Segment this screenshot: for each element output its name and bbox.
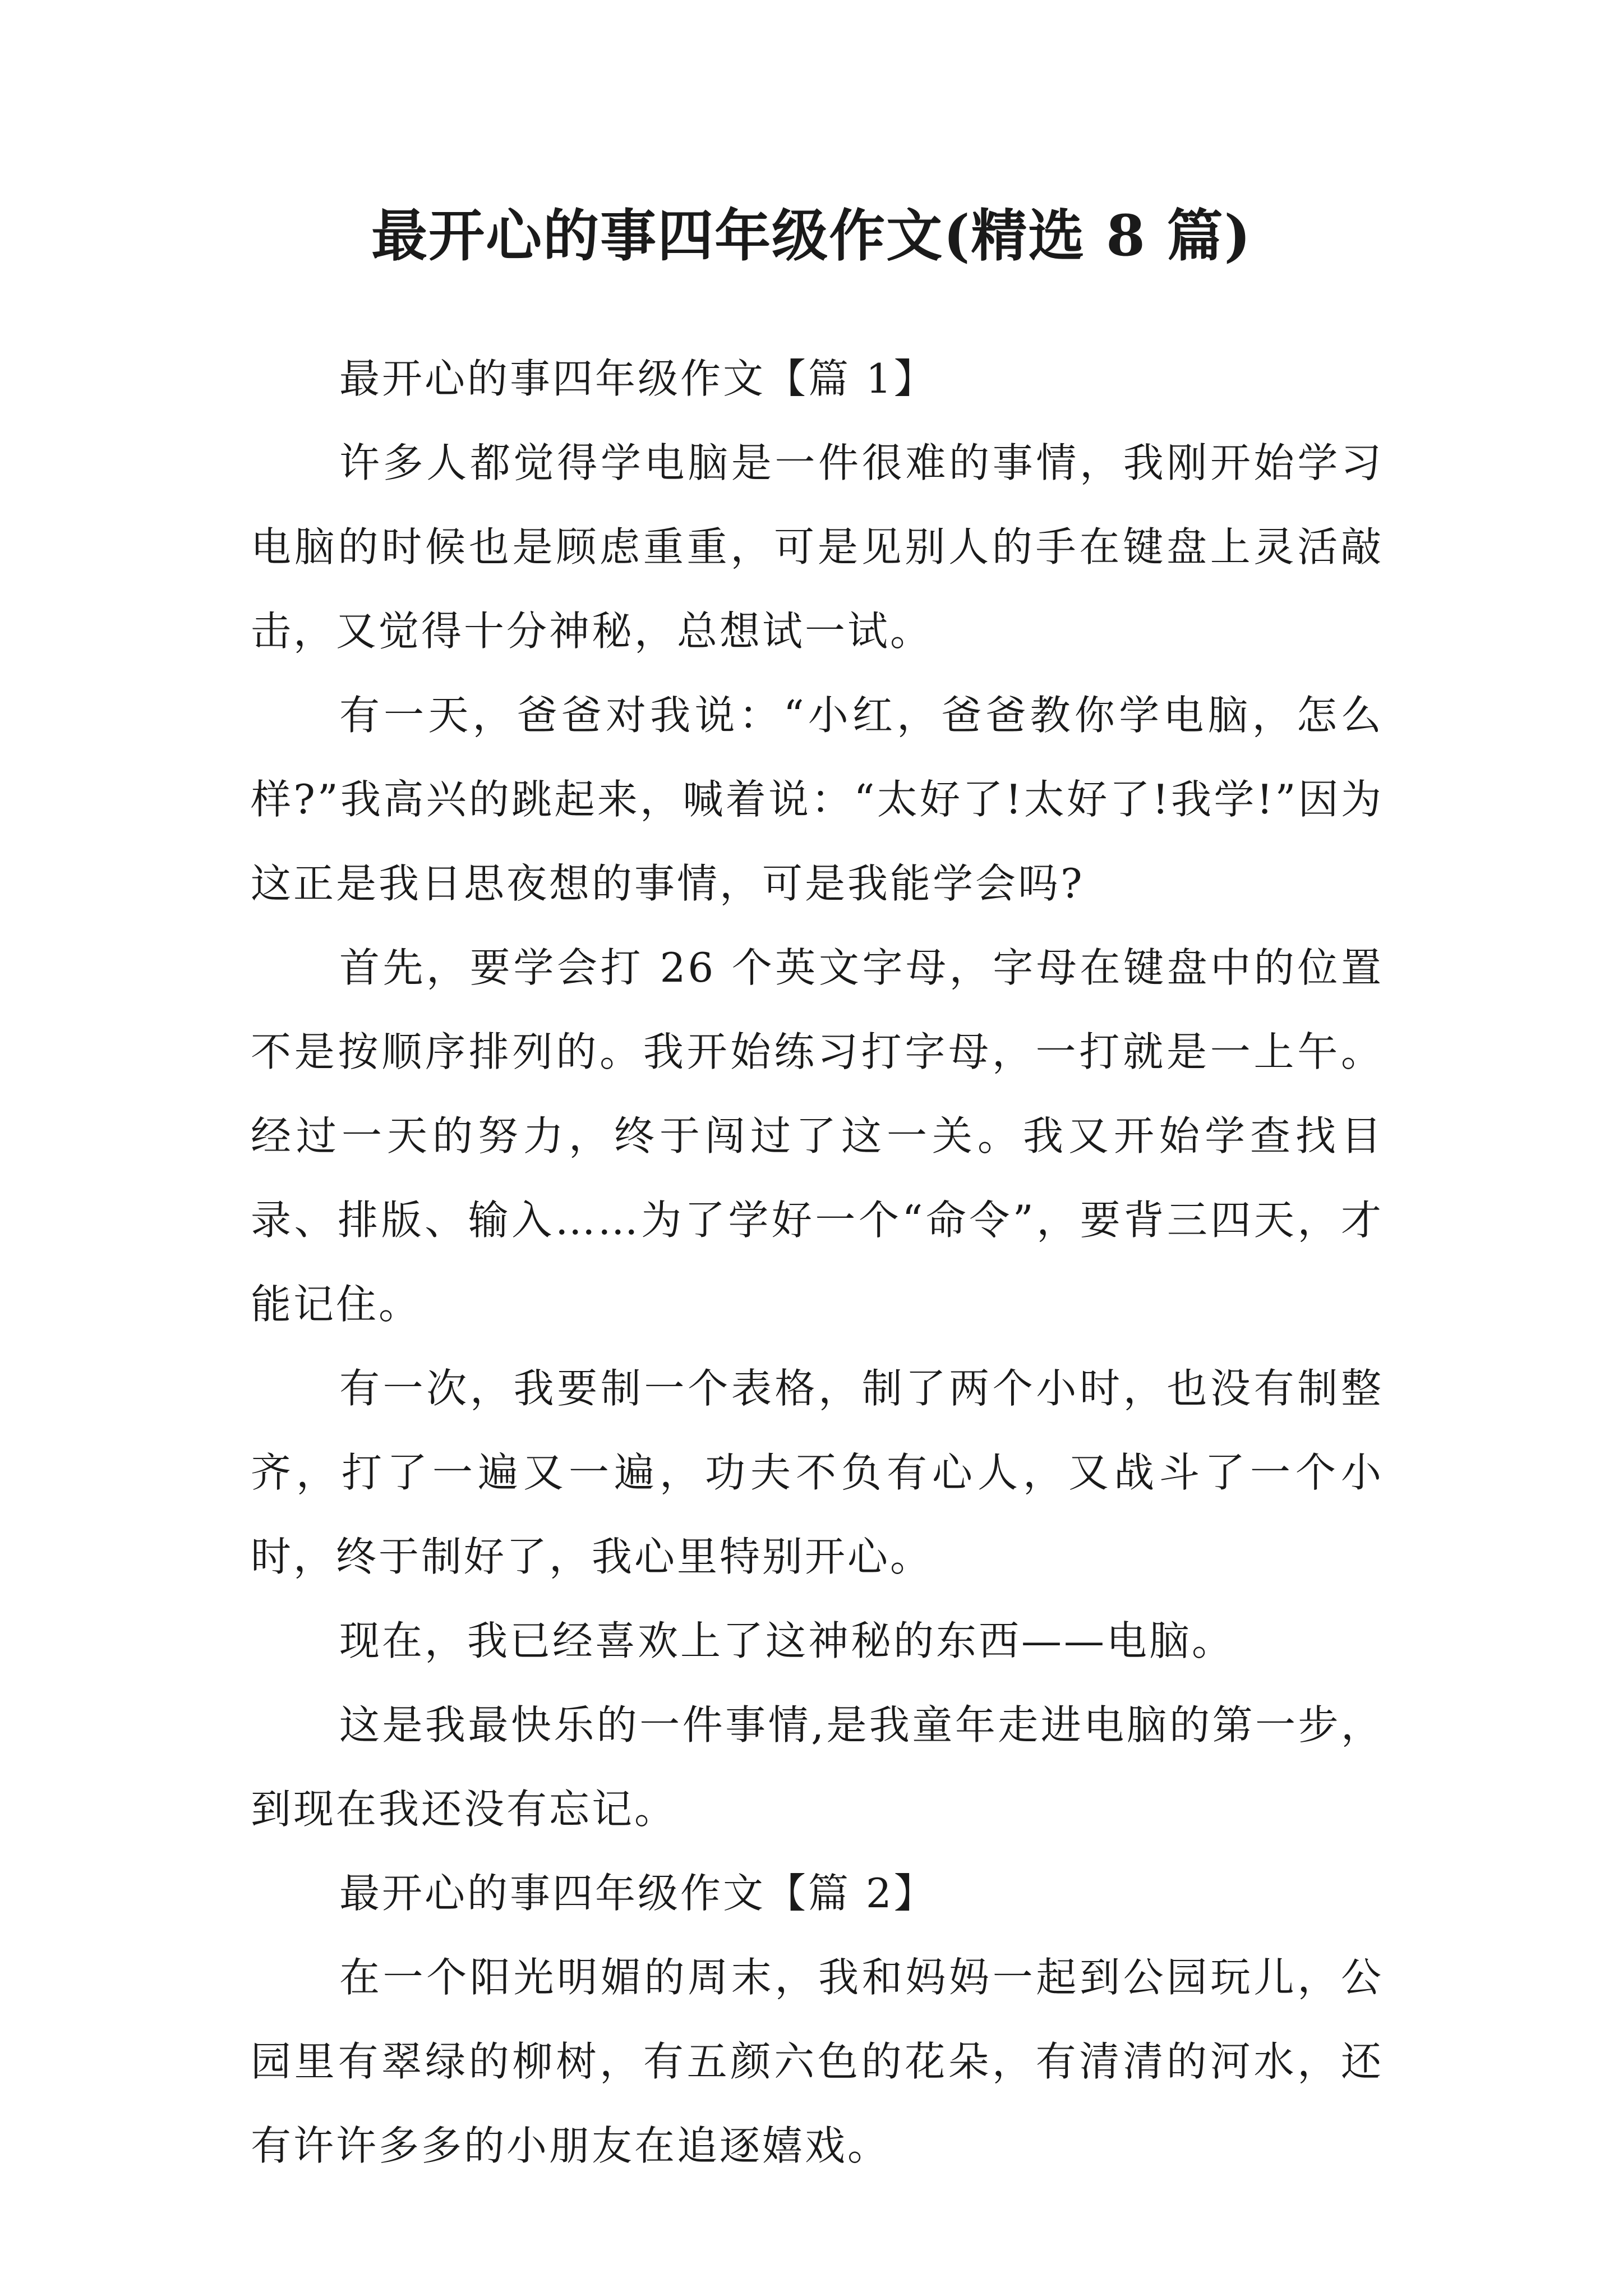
paragraph: 有一次，我要制一个表格，制了两个小时，也没有制整齐，打了一遍又一遍，功夫不负有心人，又战斗了一个小时，终于制好了，我心里特别开心。 <box>251 1365 1384 1580</box>
paragraph: 这是我最快乐的一件事情,是我童年走进电脑的第一步，到现在我还没有忘记。 <box>251 1701 1384 1833</box>
paragraph: 许多人都觉得学电脑是一件很难的事情，我刚开始学习电脑的时候也是顾虑重重，可是见别人的手在键盘上灵活敲击，又觉得十分神秘，总想试一试。 <box>251 439 1384 655</box>
paragraph: 首先，要学会打 26 个英文字母，字母在键盘中的位置不是按顺序排列的。我开始练习打字母，一打就是一上午。经过一天的努力，终于闯过了这一关。我又开始学查找目录、排版、输入……为了学好一个“命令”，要背三四天，才能记住。 <box>251 944 1384 1328</box>
section-heading-1: 最开心的事四年级作文【篇 1】 <box>339 355 937 402</box>
paragraph: 现在，我已经喜欢上了这神秘的东西——电脑。 <box>339 1617 1235 1664</box>
section-heading-2: 最开心的事四年级作文【篇 2】 <box>339 1870 937 1917</box>
paragraph: 有一天，爸爸对我说：“小红，爸爸教你学电脑，怎么样?”我高兴的跳起来，喊着说：“太好了!太好了!我学!”因为这正是我日思夜想的事情，可是我能学会吗? <box>251 692 1384 907</box>
paragraph: 在一个阳光明媚的周末，我和妈妈一起到公园玩儿，公园里有翠绿的柳树，有五颜六色的花朵，有清清的河水，还有许许多多的小朋友在追逐嬉戏。 <box>251 1954 1384 2169</box>
document-title: 最开心的事四年级作文(精选 8 篇) <box>371 203 1252 269</box>
document-body <box>251 337 1384 2188</box>
